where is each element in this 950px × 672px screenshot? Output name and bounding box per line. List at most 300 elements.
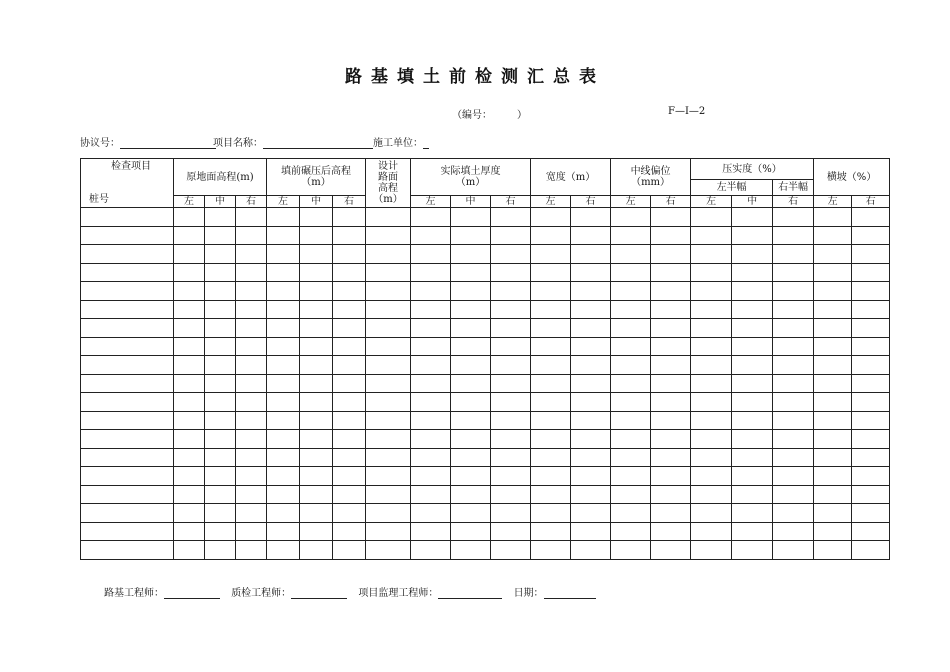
value-cell[interactable]: [174, 245, 205, 264]
value-cell[interactable]: [205, 208, 236, 227]
value-cell[interactable]: [571, 374, 611, 393]
value-cell[interactable]: [333, 448, 366, 467]
value-cell[interactable]: [691, 393, 732, 412]
value-cell[interactable]: [571, 282, 611, 301]
value-cell[interactable]: [267, 356, 300, 375]
value-cell[interactable]: [174, 374, 205, 393]
value-cell[interactable]: [411, 300, 451, 319]
value-cell[interactable]: [732, 448, 773, 467]
value-cell[interactable]: [852, 448, 890, 467]
value-cell[interactable]: [732, 374, 773, 393]
value-cell[interactable]: [205, 430, 236, 449]
value-cell[interactable]: [451, 300, 491, 319]
value-cell[interactable]: [611, 411, 651, 430]
station-cell[interactable]: [81, 393, 174, 412]
value-cell[interactable]: [651, 282, 691, 301]
value-cell[interactable]: [267, 263, 300, 282]
value-cell[interactable]: [205, 448, 236, 467]
value-cell[interactable]: [236, 411, 267, 430]
value-cell[interactable]: [531, 300, 571, 319]
value-cell[interactable]: [571, 467, 611, 486]
value-cell[interactable]: [267, 448, 300, 467]
value-cell[interactable]: [651, 504, 691, 523]
value-cell[interactable]: [491, 337, 531, 356]
value-cell[interactable]: [491, 504, 531, 523]
value-cell[interactable]: [491, 208, 531, 227]
value-cell[interactable]: [531, 504, 571, 523]
value-cell[interactable]: [300, 448, 333, 467]
value-cell[interactable]: [411, 245, 451, 264]
value-cell[interactable]: [267, 282, 300, 301]
value-cell[interactable]: [174, 504, 205, 523]
value-cell[interactable]: [411, 411, 451, 430]
value-cell[interactable]: [300, 485, 333, 504]
value-cell[interactable]: [411, 374, 451, 393]
value-cell[interactable]: [491, 541, 531, 560]
value-cell[interactable]: [691, 263, 732, 282]
value-cell[interactable]: [267, 300, 300, 319]
value-cell[interactable]: [611, 245, 651, 264]
value-cell[interactable]: [300, 393, 333, 412]
value-cell[interactable]: [451, 208, 491, 227]
value-cell[interactable]: [267, 208, 300, 227]
value-cell[interactable]: [773, 319, 814, 338]
value-cell[interactable]: [267, 430, 300, 449]
value-cell[interactable]: [366, 541, 411, 560]
value-cell[interactable]: [531, 337, 571, 356]
value-cell[interactable]: [611, 300, 651, 319]
station-cell[interactable]: [81, 485, 174, 504]
value-cell[interactable]: [814, 263, 852, 282]
value-cell[interactable]: [691, 467, 732, 486]
value-cell[interactable]: [451, 448, 491, 467]
value-cell[interactable]: [236, 485, 267, 504]
value-cell[interactable]: [267, 541, 300, 560]
value-cell[interactable]: [531, 430, 571, 449]
value-cell[interactable]: [611, 504, 651, 523]
value-cell[interactable]: [814, 374, 852, 393]
value-cell[interactable]: [571, 448, 611, 467]
value-cell[interactable]: [852, 522, 890, 541]
value-cell[interactable]: [491, 300, 531, 319]
value-cell[interactable]: [333, 430, 366, 449]
value-cell[interactable]: [205, 541, 236, 560]
value-cell[interactable]: [236, 245, 267, 264]
station-cell[interactable]: [81, 467, 174, 486]
value-cell[interactable]: [571, 522, 611, 541]
value-cell[interactable]: [366, 448, 411, 467]
value-cell[interactable]: [174, 448, 205, 467]
value-cell[interactable]: [366, 356, 411, 375]
value-cell[interactable]: [732, 356, 773, 375]
value-cell[interactable]: [814, 226, 852, 245]
value-cell[interactable]: [852, 485, 890, 504]
value-cell[interactable]: [267, 485, 300, 504]
value-cell[interactable]: [691, 319, 732, 338]
value-cell[interactable]: [732, 208, 773, 227]
supervisor-line[interactable]: [438, 588, 502, 599]
value-cell[interactable]: [491, 226, 531, 245]
value-cell[interactable]: [691, 485, 732, 504]
value-cell[interactable]: [451, 541, 491, 560]
value-cell[interactable]: [852, 374, 890, 393]
value-cell[interactable]: [571, 337, 611, 356]
value-cell[interactable]: [531, 226, 571, 245]
station-cell[interactable]: [81, 208, 174, 227]
value-cell[interactable]: [411, 263, 451, 282]
value-cell[interactable]: [852, 319, 890, 338]
value-cell[interactable]: [571, 263, 611, 282]
value-cell[interactable]: [651, 300, 691, 319]
value-cell[interactable]: [300, 319, 333, 338]
value-cell[interactable]: [300, 226, 333, 245]
station-cell[interactable]: [81, 541, 174, 560]
value-cell[interactable]: [366, 263, 411, 282]
value-cell[interactable]: [236, 504, 267, 523]
value-cell[interactable]: [852, 226, 890, 245]
value-cell[interactable]: [651, 430, 691, 449]
value-cell[interactable]: [451, 522, 491, 541]
value-cell[interactable]: [451, 263, 491, 282]
value-cell[interactable]: [732, 393, 773, 412]
value-cell[interactable]: [732, 245, 773, 264]
value-cell[interactable]: [732, 411, 773, 430]
value-cell[interactable]: [333, 467, 366, 486]
value-cell[interactable]: [773, 356, 814, 375]
value-cell[interactable]: [411, 522, 451, 541]
value-cell[interactable]: [491, 245, 531, 264]
value-cell[interactable]: [852, 337, 890, 356]
qc-engineer-line[interactable]: [291, 588, 347, 599]
value-cell[interactable]: [814, 430, 852, 449]
value-cell[interactable]: [366, 282, 411, 301]
value-cell[interactable]: [205, 411, 236, 430]
value-cell[interactable]: [451, 337, 491, 356]
value-cell[interactable]: [852, 245, 890, 264]
value-cell[interactable]: [333, 411, 366, 430]
value-cell[interactable]: [205, 393, 236, 412]
value-cell[interactable]: [571, 393, 611, 412]
value-cell[interactable]: [205, 504, 236, 523]
value-cell[interactable]: [531, 374, 571, 393]
value-cell[interactable]: [691, 504, 732, 523]
value-cell[interactable]: [174, 282, 205, 301]
value-cell[interactable]: [451, 393, 491, 412]
value-cell[interactable]: [491, 356, 531, 375]
value-cell[interactable]: [451, 485, 491, 504]
value-cell[interactable]: [611, 337, 651, 356]
value-cell[interactable]: [236, 467, 267, 486]
value-cell[interactable]: [300, 245, 333, 264]
value-cell[interactable]: [333, 522, 366, 541]
station-cell[interactable]: [81, 319, 174, 338]
value-cell[interactable]: [814, 467, 852, 486]
value-cell[interactable]: [236, 208, 267, 227]
value-cell[interactable]: [451, 226, 491, 245]
value-cell[interactable]: [571, 208, 611, 227]
value-cell[interactable]: [814, 411, 852, 430]
value-cell[interactable]: [852, 263, 890, 282]
value-cell[interactable]: [611, 541, 651, 560]
value-cell[interactable]: [174, 541, 205, 560]
value-cell[interactable]: [366, 374, 411, 393]
value-cell[interactable]: [366, 467, 411, 486]
value-cell[interactable]: [691, 282, 732, 301]
value-cell[interactable]: [491, 467, 531, 486]
value-cell[interactable]: [333, 319, 366, 338]
value-cell[interactable]: [236, 226, 267, 245]
agreement-field[interactable]: [80, 134, 216, 149]
value-cell[interactable]: [732, 319, 773, 338]
project-field[interactable]: [213, 134, 373, 149]
unit-field[interactable]: [373, 134, 429, 149]
value-cell[interactable]: [174, 263, 205, 282]
value-cell[interactable]: [267, 522, 300, 541]
value-cell[interactable]: [491, 263, 531, 282]
value-cell[interactable]: [814, 522, 852, 541]
value-cell[interactable]: [451, 430, 491, 449]
value-cell[interactable]: [732, 337, 773, 356]
value-cell[interactable]: [531, 319, 571, 338]
value-cell[interactable]: [651, 319, 691, 338]
value-cell[interactable]: [651, 541, 691, 560]
value-cell[interactable]: [651, 522, 691, 541]
value-cell[interactable]: [300, 374, 333, 393]
value-cell[interactable]: [300, 300, 333, 319]
station-cell[interactable]: [81, 300, 174, 319]
value-cell[interactable]: [205, 356, 236, 375]
value-cell[interactable]: [366, 319, 411, 338]
value-cell[interactable]: [236, 448, 267, 467]
value-cell[interactable]: [451, 319, 491, 338]
value-cell[interactable]: [411, 337, 451, 356]
value-cell[interactable]: [852, 208, 890, 227]
value-cell[interactable]: [691, 522, 732, 541]
value-cell[interactable]: [773, 208, 814, 227]
value-cell[interactable]: [205, 263, 236, 282]
value-cell[interactable]: [814, 448, 852, 467]
value-cell[interactable]: [732, 541, 773, 560]
value-cell[interactable]: [491, 485, 531, 504]
station-cell[interactable]: [81, 374, 174, 393]
value-cell[interactable]: [236, 522, 267, 541]
value-cell[interactable]: [852, 467, 890, 486]
value-cell[interactable]: [531, 356, 571, 375]
value-cell[interactable]: [651, 393, 691, 412]
value-cell[interactable]: [732, 226, 773, 245]
value-cell[interactable]: [852, 300, 890, 319]
value-cell[interactable]: [691, 541, 732, 560]
value-cell[interactable]: [531, 467, 571, 486]
value-cell[interactable]: [205, 374, 236, 393]
value-cell[interactable]: [366, 208, 411, 227]
value-cell[interactable]: [814, 245, 852, 264]
value-cell[interactable]: [491, 393, 531, 412]
value-cell[interactable]: [174, 337, 205, 356]
value-cell[interactable]: [236, 263, 267, 282]
value-cell[interactable]: [174, 300, 205, 319]
value-cell[interactable]: [691, 356, 732, 375]
value-cell[interactable]: [491, 448, 531, 467]
value-cell[interactable]: [300, 337, 333, 356]
value-cell[interactable]: [267, 411, 300, 430]
value-cell[interactable]: [571, 245, 611, 264]
value-cell[interactable]: [773, 282, 814, 301]
value-cell[interactable]: [571, 319, 611, 338]
value-cell[interactable]: [333, 245, 366, 264]
value-cell[interactable]: [773, 245, 814, 264]
value-cell[interactable]: [531, 245, 571, 264]
value-cell[interactable]: [773, 430, 814, 449]
value-cell[interactable]: [451, 504, 491, 523]
value-cell[interactable]: [531, 208, 571, 227]
value-cell[interactable]: [691, 448, 732, 467]
value-cell[interactable]: [174, 411, 205, 430]
value-cell[interactable]: [411, 393, 451, 412]
value-cell[interactable]: [773, 504, 814, 523]
value-cell[interactable]: [267, 337, 300, 356]
value-cell[interactable]: [773, 374, 814, 393]
value-cell[interactable]: [333, 504, 366, 523]
value-cell[interactable]: [411, 541, 451, 560]
value-cell[interactable]: [300, 356, 333, 375]
value-cell[interactable]: [732, 485, 773, 504]
value-cell[interactable]: [491, 282, 531, 301]
value-cell[interactable]: [174, 522, 205, 541]
value-cell[interactable]: [611, 374, 651, 393]
value-cell[interactable]: [205, 226, 236, 245]
value-cell[interactable]: [814, 393, 852, 412]
value-cell[interactable]: [651, 411, 691, 430]
value-cell[interactable]: [611, 430, 651, 449]
value-cell[interactable]: [611, 226, 651, 245]
value-cell[interactable]: [300, 208, 333, 227]
value-cell[interactable]: [571, 300, 611, 319]
value-cell[interactable]: [691, 300, 732, 319]
value-cell[interactable]: [267, 245, 300, 264]
station-cell[interactable]: [81, 282, 174, 301]
value-cell[interactable]: [205, 467, 236, 486]
value-cell[interactable]: [236, 374, 267, 393]
value-cell[interactable]: [267, 226, 300, 245]
value-cell[interactable]: [814, 282, 852, 301]
value-cell[interactable]: [205, 300, 236, 319]
value-cell[interactable]: [814, 319, 852, 338]
value-cell[interactable]: [300, 282, 333, 301]
value-cell[interactable]: [571, 226, 611, 245]
value-cell[interactable]: [651, 337, 691, 356]
value-cell[interactable]: [611, 522, 651, 541]
value-cell[interactable]: [174, 208, 205, 227]
value-cell[interactable]: [333, 393, 366, 412]
value-cell[interactable]: [333, 485, 366, 504]
value-cell[interactable]: [651, 245, 691, 264]
value-cell[interactable]: [611, 485, 651, 504]
value-cell[interactable]: [267, 504, 300, 523]
station-cell[interactable]: [81, 226, 174, 245]
value-cell[interactable]: [651, 208, 691, 227]
station-cell[interactable]: [81, 411, 174, 430]
value-cell[interactable]: [732, 263, 773, 282]
value-cell[interactable]: [852, 393, 890, 412]
value-cell[interactable]: [174, 430, 205, 449]
value-cell[interactable]: [611, 356, 651, 375]
value-cell[interactable]: [732, 300, 773, 319]
value-cell[interactable]: [411, 485, 451, 504]
value-cell[interactable]: [531, 485, 571, 504]
value-cell[interactable]: [491, 522, 531, 541]
value-cell[interactable]: [814, 504, 852, 523]
value-cell[interactable]: [531, 263, 571, 282]
value-cell[interactable]: [611, 263, 651, 282]
value-cell[interactable]: [732, 504, 773, 523]
value-cell[interactable]: [451, 374, 491, 393]
value-cell[interactable]: [773, 393, 814, 412]
station-cell[interactable]: [81, 522, 174, 541]
value-cell[interactable]: [571, 356, 611, 375]
value-cell[interactable]: [333, 282, 366, 301]
value-cell[interactable]: [333, 541, 366, 560]
value-cell[interactable]: [773, 411, 814, 430]
date-line[interactable]: [544, 588, 596, 599]
value-cell[interactable]: [333, 226, 366, 245]
value-cell[interactable]: [411, 467, 451, 486]
value-cell[interactable]: [691, 337, 732, 356]
station-cell[interactable]: [81, 356, 174, 375]
station-cell[interactable]: [81, 430, 174, 449]
value-cell[interactable]: [814, 541, 852, 560]
value-cell[interactable]: [411, 226, 451, 245]
value-cell[interactable]: [333, 356, 366, 375]
value-cell[interactable]: [366, 337, 411, 356]
value-cell[interactable]: [333, 208, 366, 227]
station-cell[interactable]: [81, 245, 174, 264]
value-cell[interactable]: [366, 485, 411, 504]
value-cell[interactable]: [236, 319, 267, 338]
value-cell[interactable]: [531, 448, 571, 467]
value-cell[interactable]: [732, 430, 773, 449]
value-cell[interactable]: [451, 245, 491, 264]
value-cell[interactable]: [732, 467, 773, 486]
value-cell[interactable]: [300, 541, 333, 560]
value-cell[interactable]: [205, 245, 236, 264]
value-cell[interactable]: [205, 282, 236, 301]
value-cell[interactable]: [814, 356, 852, 375]
value-cell[interactable]: [852, 411, 890, 430]
value-cell[interactable]: [611, 282, 651, 301]
value-cell[interactable]: [651, 467, 691, 486]
value-cell[interactable]: [651, 263, 691, 282]
value-cell[interactable]: [333, 337, 366, 356]
value-cell[interactable]: [300, 430, 333, 449]
value-cell[interactable]: [773, 541, 814, 560]
value-cell[interactable]: [205, 522, 236, 541]
value-cell[interactable]: [366, 504, 411, 523]
value-cell[interactable]: [366, 522, 411, 541]
value-cell[interactable]: [773, 263, 814, 282]
value-cell[interactable]: [366, 245, 411, 264]
value-cell[interactable]: [611, 319, 651, 338]
value-cell[interactable]: [732, 282, 773, 301]
value-cell[interactable]: [611, 208, 651, 227]
value-cell[interactable]: [773, 448, 814, 467]
value-cell[interactable]: [773, 300, 814, 319]
value-cell[interactable]: [174, 319, 205, 338]
value-cell[interactable]: [267, 374, 300, 393]
station-cell[interactable]: [81, 337, 174, 356]
value-cell[interactable]: [300, 263, 333, 282]
value-cell[interactable]: [531, 541, 571, 560]
